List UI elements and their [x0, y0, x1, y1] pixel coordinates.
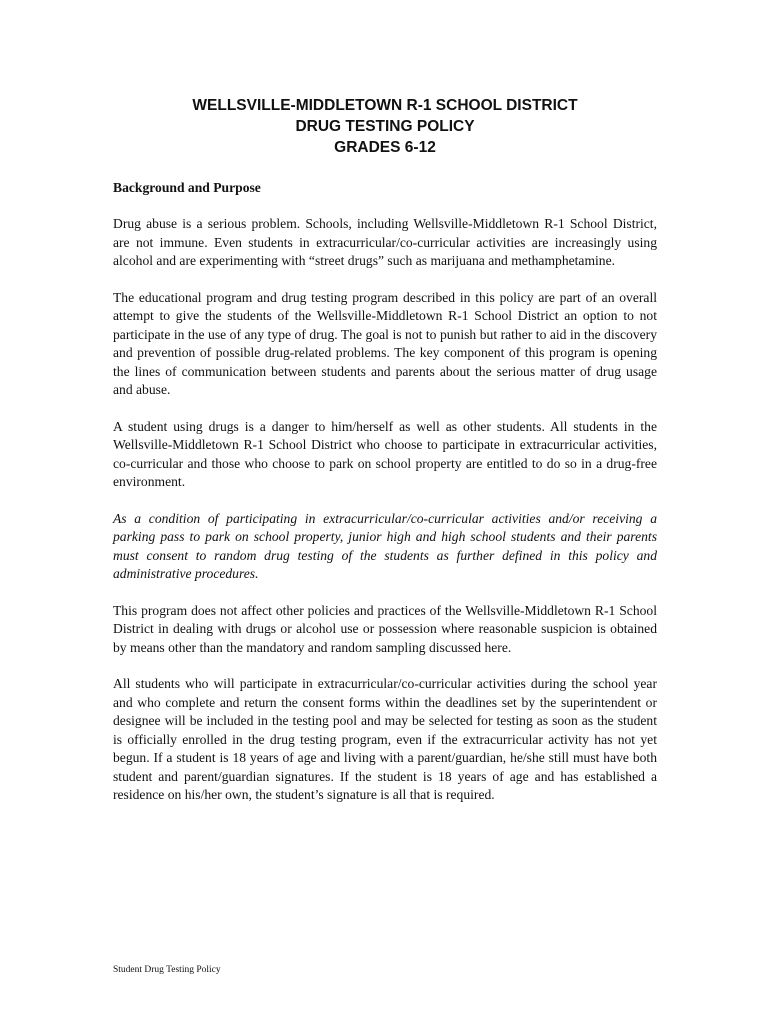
- paragraph-drug-free-environment: A student using drugs is a danger to him/herself as well as other students. All students in the Wellsville-Middletown R-1 School District who choose to participate in extracurricular activities, co-curricular and those who choose to park on school property are entitled to do so in a drug-free environment.: [113, 418, 657, 490]
- paragraph-drug-abuse: Drug abuse is a serious problem. Schools, including Wellsville-Middletown R-1 School District, are not immune. Even students in extracurricular/co-curricular activities are increasingly using alcohol and are experimenting with “street drugs” such as marijuana and methamphetamine.: [113, 216, 657, 269]
- title-policy: DRUG TESTING POLICY: [295, 118, 475, 135]
- paragraph-consent-condition: As a condition of participating in extracurricular/co-curricular activities and/or receiving a parking pass to park on school property, junior high and high school students and their parents must consent to random drug testing of the students as further defined in this policy and administrative procedures.: [113, 510, 657, 582]
- title-grades: GRADES 6-12: [334, 139, 436, 156]
- page-footer: Student Drug Testing Policy: [113, 965, 221, 975]
- document-body: [113, 179, 657, 823]
- paragraph-other-policies: This program does not affect other policies and practices of the Wellsville-Middletown R-1 School District in dealing with drugs or alcohol use or possession where reasonable suspicion is obtained by means other than the mandatory and random sampling discussed here.: [113, 602, 657, 655]
- paragraph-testing-pool: All students who will participate in extracurricular/co-curricular activities during the school year and who complete and return the consent forms within the deadlines set by the superintendent or designee will be included in the testing pool and may be selected for testing as soon as the student is officially enrolled in the drug testing program, even if the extracurricular activity has not yet begun. If a student is 18 years of age and living with a parent/guardian, he/she still must have both student and parent/guardian signatures. If the student is 18 years of age and has established a residence on his/her own, the student’s signature is all that is required.: [113, 676, 657, 802]
- title-district: WELLSVILLE-MIDDLETOWN R-1 SCHOOL DISTRICT: [192, 97, 578, 114]
- section-heading: Background and Purpose: [113, 180, 261, 195]
- paragraph-program-description: The educational program and drug testing program described in this policy are part of an overall attempt to give the students of the Wellsville-Middletown R-1 School District an option to not participate in the use of any type of drug. The goal is not to punish but rather to aid in the discovery and prevention of possible drug-related problems. The key component of this program is opening the lines of communication between students and parents about the serious matter of drug usage and abuse.: [113, 290, 657, 398]
- document-title: [0, 95, 770, 158]
